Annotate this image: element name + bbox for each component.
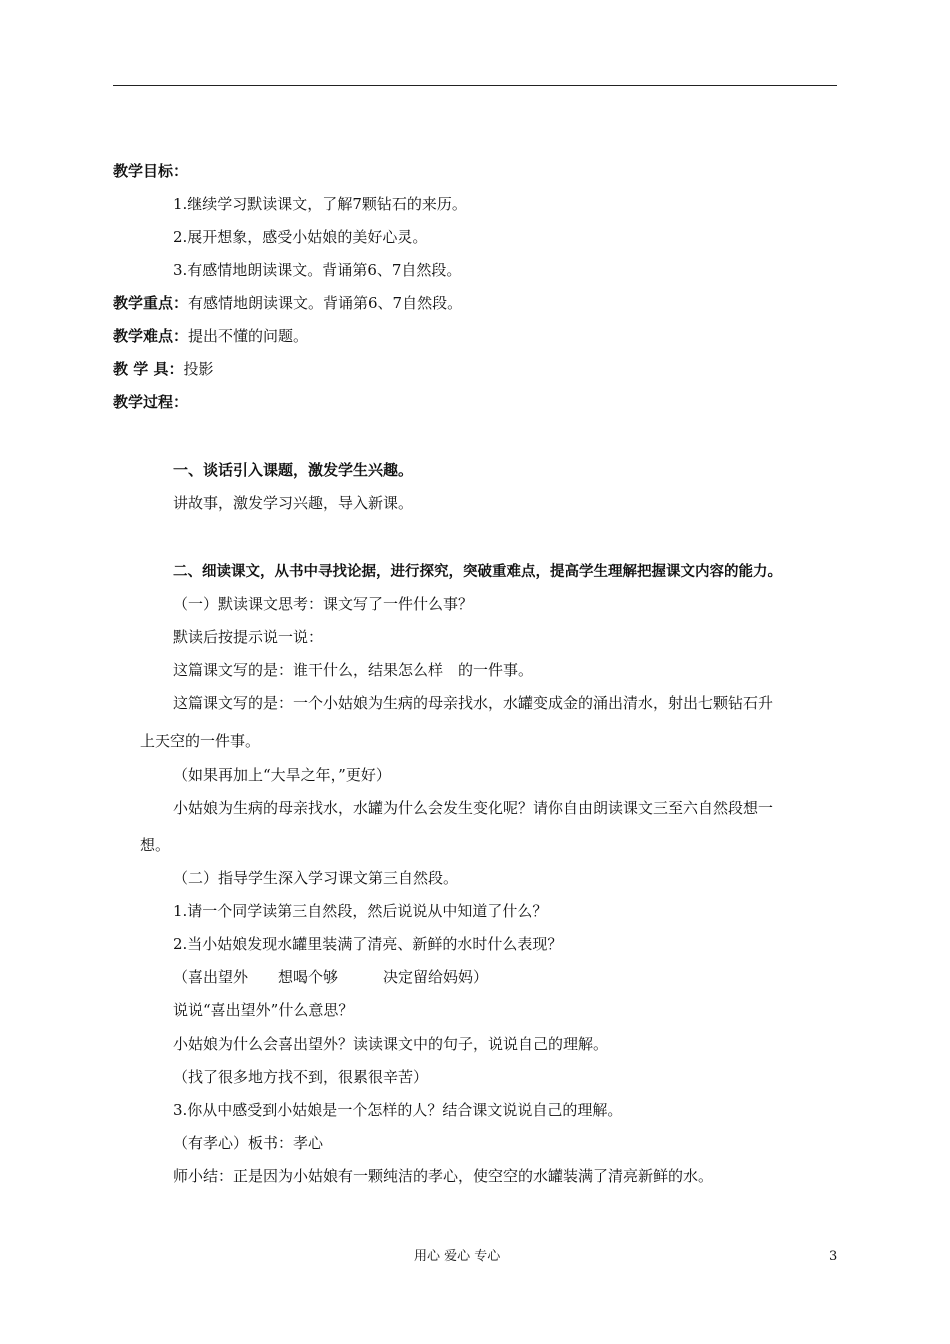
objective-item: 3.有感情地朗读课文。背诵第6、7自然段。 [173, 261, 462, 279]
objective-item: 1.继续学习默读课文，了解7颗钻石的来历。 [173, 195, 467, 213]
tools-row [113, 358, 213, 380]
difficulty-text: 提出不懂的问题。 [188, 327, 309, 345]
tools-text: 投影 [183, 360, 214, 378]
body-line: （二）指导学生深入学习课文第三自然段。 [173, 869, 459, 887]
key-point-text: 有感情地朗读课文。背诵第6、7自然段。 [188, 294, 463, 312]
body-line: 上天空的一件事。 [140, 732, 261, 750]
body-line: 想。 [140, 836, 171, 854]
body-line: 默读后按提示说一说： [173, 628, 324, 646]
body-line: （有孝心）板书：孝心 [173, 1134, 324, 1152]
key-point-row [113, 292, 462, 314]
body-line: （找了很多地方找不到，很累很辛苦） [173, 1068, 429, 1086]
body-line: 1.请一个同学读第三自然段，然后说说从中知道了什么？ [173, 902, 548, 920]
body-line: 这篇课文写的是：一个小姑娘为生病的母亲找水，水罐变成金的涌出清水，射出七颗钻石升 [173, 694, 774, 712]
difficulty-row [113, 325, 308, 347]
process-heading: 教学过程： [113, 393, 189, 411]
part1-text: 讲故事，激发学习兴趣，导入新课。 [173, 494, 414, 512]
body-line: （喜出望外 想喝个够 决定留给妈妈） [173, 968, 489, 986]
body-line: （如果再加上“大旱之年，”更好） [173, 766, 391, 784]
tools-label: 教 学 具： [113, 360, 184, 378]
body-line: 小姑娘为什么会喜出望外？读读课文中的句子，说说自己的理解。 [173, 1035, 609, 1053]
body-line: 这篇课文写的是：谁干什么，结果怎么样 的一件事。 [173, 661, 534, 679]
difficulty-label: 教学难点： [113, 327, 189, 345]
part2-heading: 二、细读课文，从书中寻找论据，进行探究，突破重难点，提高学生理解把握课文内容的能力。 [173, 563, 782, 580]
objective-item: 2.展开想象，感受小姑娘的美好心灵。 [173, 228, 428, 246]
key-point-label: 教学重点： [113, 294, 189, 312]
body-line: 2.当小姑娘发现水罐里装满了清亮、新鲜的水时什么表现？ [173, 935, 563, 953]
body-line: 3.你从中感受到小姑娘是一个怎样的人？结合课文说说自己的理解。 [173, 1101, 623, 1119]
objectives-heading: 教学目标： [113, 162, 189, 180]
body-line: 说说“喜出望外”什么意思？ [173, 1001, 354, 1019]
body-line: 师小结：正是因为小姑娘有一颗纯洁的孝心，使空空的水罐装满了清亮新鲜的水。 [173, 1167, 714, 1185]
footer-slogan: 用心 爱心 专心 [414, 1249, 501, 1264]
part1-heading: 一、谈话引入课题，激发学生兴趣。 [173, 461, 414, 479]
page-number: 3 [829, 1249, 838, 1264]
body-line: 小姑娘为生病的母亲找水，水罐为什么会发生变化呢？请你自由朗读课文三至六自然段想一 [173, 799, 774, 817]
header-rule [113, 85, 837, 86]
body-line: （一）默读课文思考：课文写了一件什么事？ [173, 595, 474, 613]
